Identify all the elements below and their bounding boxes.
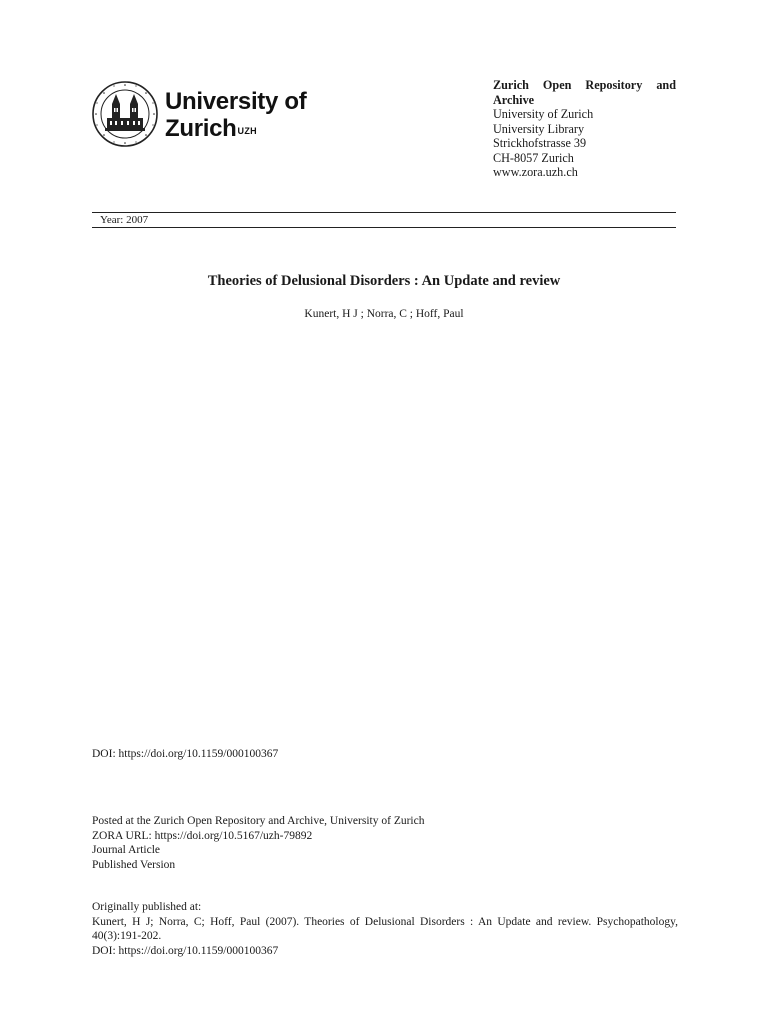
citation-text: Kunert, H J; Norra, C; Hoff, Paul (2007). Theories of Delusional Disorders : An Update and review. Psychopathology, 40(3):191-202. <box>92 915 678 943</box>
paper-title: Theories of Delusional Disorders : An Update and review <box>207 273 561 289</box>
original-doi-link[interactable]: DOI: https://doi.org/10.1159/000100367 <box>92 944 279 957</box>
original-publication <box>92 900 678 958</box>
wordmark-zurich: Zurich <box>165 115 237 142</box>
repository-address <box>493 78 676 180</box>
library-name: University Library <box>493 121 585 136</box>
institution-name: University of Zurich <box>493 107 594 121</box>
university-wordmark <box>165 88 306 142</box>
wordmark-line2 <box>165 115 306 142</box>
year-bar <box>92 212 676 228</box>
doi-link[interactable]: DOI: https://doi.org/10.1159/000100367 <box>92 748 279 760</box>
publication-year: Year: 2007 <box>100 214 149 226</box>
posted-statement: Posted at the Zurich Open Repository and Archive, University of Zurich <box>92 815 425 827</box>
wordmark-line1: University of <box>165 88 307 115</box>
publication-type: Journal Article <box>92 844 161 857</box>
city-address: CH-8057 Zurich <box>493 150 574 165</box>
wordmark-uzh: UZH <box>237 126 257 136</box>
repository-name: Zurich Open Repository and Archive <box>493 78 676 107</box>
street-address: Strickhofstrasse 39 <box>493 136 587 150</box>
repository-website-link[interactable]: www.zora.uzh.ch <box>493 165 578 179</box>
zora-url-link[interactable]: ZORA URL: https://doi.org/10.5167/uzh-79892 <box>92 829 313 842</box>
university-logo[interactable] <box>91 80 321 150</box>
university-seal-icon <box>91 80 161 150</box>
paper-authors: Kunert, H J ; Norra, C ; Hoff, Paul <box>304 308 464 320</box>
publication-version: Published Version <box>92 858 176 871</box>
original-heading: Originally published at: <box>92 901 202 913</box>
posting-info <box>92 814 676 872</box>
